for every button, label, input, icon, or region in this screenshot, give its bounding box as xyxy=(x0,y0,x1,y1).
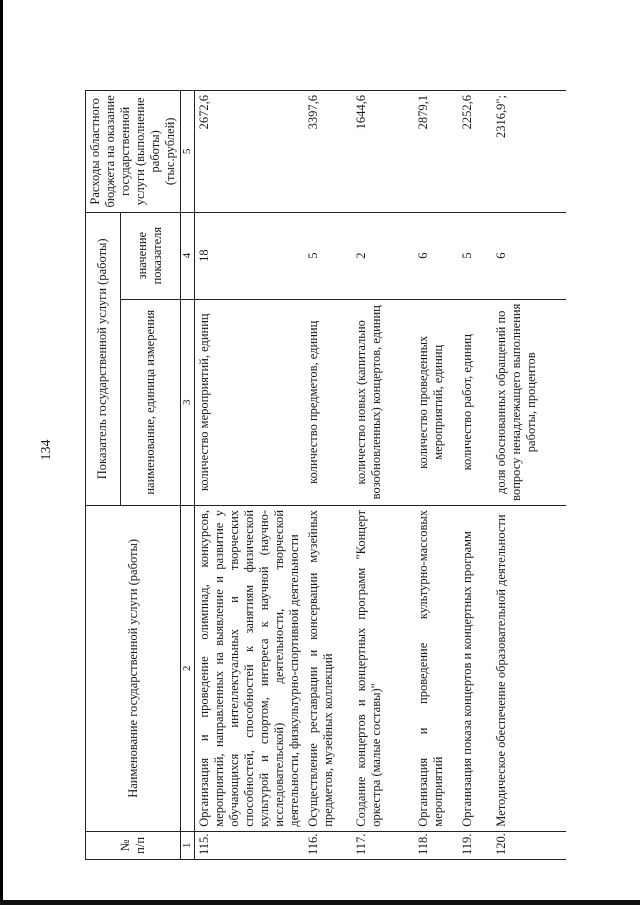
row-value: 5 xyxy=(458,212,492,299)
row-number: 115. xyxy=(195,831,305,859)
header-indicator-group: Показатель государственной услуги (работы) xyxy=(86,212,121,505)
column-index: 2 xyxy=(181,505,195,831)
row-value: 2 xyxy=(352,212,414,299)
row-number: 117. xyxy=(352,831,414,859)
row-indicator: количество работ, единиц xyxy=(458,299,492,505)
table-row xyxy=(492,91,566,860)
table-row xyxy=(458,91,492,860)
row-indicator: количество мероприятий, единиц xyxy=(195,299,305,505)
header-indicator-value: значение показателя xyxy=(120,212,180,299)
row-number: 119. xyxy=(458,831,492,859)
scan-bottom-edge xyxy=(0,900,640,905)
row-indicator: количество предметов, единиц xyxy=(304,299,352,505)
row-value: 18 xyxy=(195,212,305,299)
header-expenses: Расходы областного бюджета на оказание государственной услуги (выполнение работы) (тыс.рублей) xyxy=(86,91,181,213)
page-number: 134 xyxy=(39,439,54,461)
row-expenses: 2316,9"; xyxy=(492,91,566,213)
row-number: 120. xyxy=(492,831,566,859)
row-expenses: 2879,1 xyxy=(414,91,458,213)
services-table xyxy=(85,90,566,860)
row-value: 6 xyxy=(492,212,566,299)
header-row-1 xyxy=(86,91,121,860)
row-number: 116. xyxy=(304,831,352,859)
table-row xyxy=(352,91,414,860)
table-row xyxy=(195,91,305,860)
scan-left-edge xyxy=(0,0,3,905)
row-expenses: 3397,6 xyxy=(304,91,352,213)
rotated-table-container xyxy=(85,90,615,860)
row-service-name: Организация показа концертов и концертных программ xyxy=(458,505,492,831)
row-service-name: Методическое обеспечение образовательной деятельности xyxy=(492,505,566,831)
row-value: 6 xyxy=(414,212,458,299)
row-service-name: Организация и проведение культурно-массовых мероприятий xyxy=(414,505,458,831)
column-index: 3 xyxy=(181,299,195,505)
column-index-row xyxy=(181,91,195,860)
table-row xyxy=(414,91,458,860)
row-service-name: Создание концертов и концертных программ "Концерт оркестра (малые составы)" xyxy=(352,505,414,831)
row-expenses: 2672,6 xyxy=(195,91,305,213)
row-indicator: доля обоснованных обращений по вопросу ненадлежащего выполнения работы, процентов xyxy=(492,299,566,505)
column-index: 1 xyxy=(181,831,195,859)
row-indicator: количество новых (капитально возобновленных) концертов, единиц xyxy=(352,299,414,505)
row-value: 5 xyxy=(304,212,352,299)
row-expenses: 2252,6 xyxy=(458,91,492,213)
header-service-name: Наименование государственной услуги (работы) xyxy=(86,505,181,831)
row-expenses: 1644,6 xyxy=(352,91,414,213)
table-row xyxy=(304,91,352,860)
row-indicator: количество проведенных мероприятий, единиц xyxy=(414,299,458,505)
column-index: 4 xyxy=(181,212,195,299)
column-index: 5 xyxy=(181,91,195,213)
row-service-name: Осуществление реставрации и консервации музейных предметов, музейных коллекций xyxy=(304,505,352,831)
row-service-name: Организация и проведение олимпиад, конкурсов, мероприятий, направленных на выявление и развитие у обучающихся интеллектуальных и творческих способностей, способностей к занятиям физической культурой и спортом, интереса к научной (научно-исследовательской) деятельности, творческой деятельности, физкультурно-спортивной деятельности xyxy=(195,505,305,831)
header-indicator-name: наименование, единица измерения xyxy=(120,299,180,505)
header-num: № п/п xyxy=(86,831,181,859)
row-number: 118. xyxy=(414,831,458,859)
